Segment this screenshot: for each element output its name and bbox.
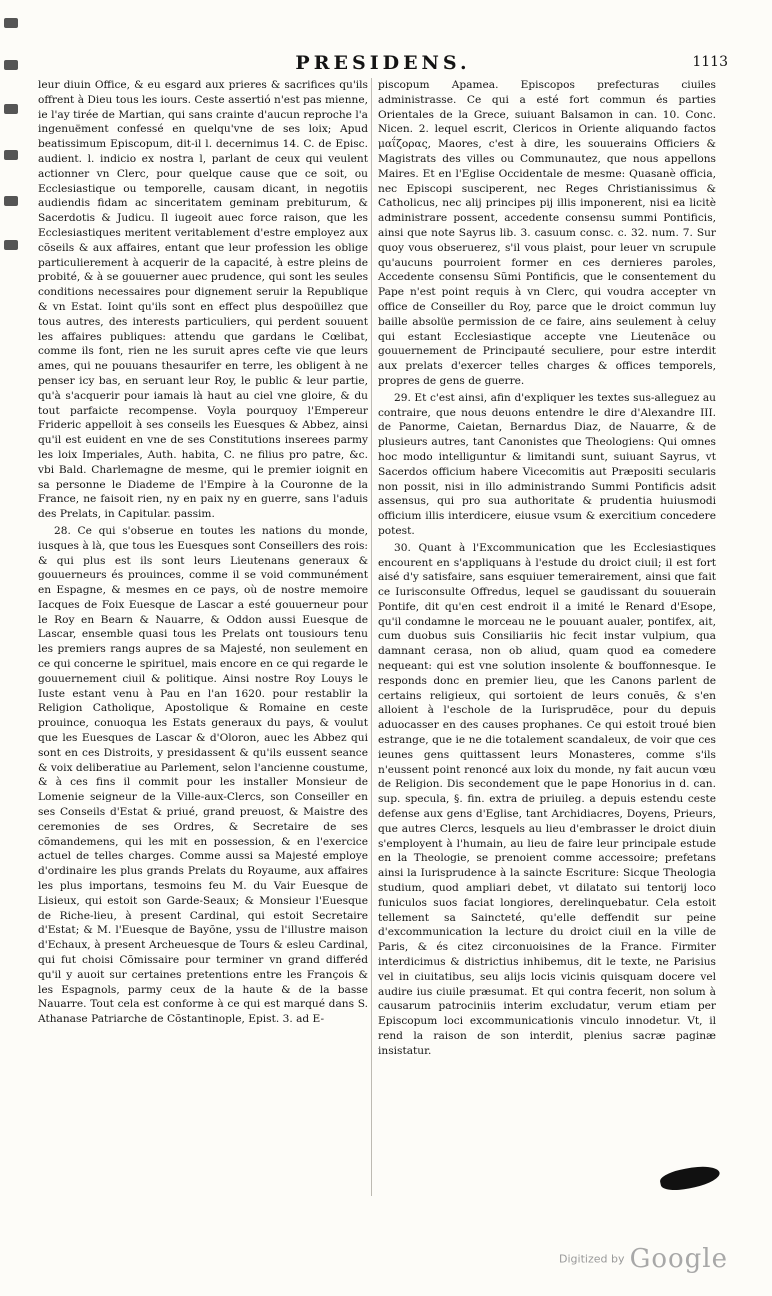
ink-mark (4, 104, 18, 114)
ink-mark (4, 18, 18, 28)
page-number: 1113 (692, 54, 728, 70)
digitization-watermark (559, 1244, 728, 1274)
paragraph-30: 30. Quant à l'Excommunication que les Ecclesiastiques encourent en s'appliquans à l'estude du droict ciuil; il est fort aisé d'y satisfaire, sans esquiuer temerairement, ainsi que fait ce Iurisconsulte Offredus, lequel se gaudissant du souuerain Pontife, dit qu'en cest endroit il a imité le Renard d'Esope, qu'il condamne le morceau ne le pouuant aualer, pontifex, ait, cum duobus suis Consiliariis hic fecit instar vulpium, qua damnant cerasa, non ob aliud, quam quod ea comedere nequeant: qui est vne solution insolente & bouffonnesque. Ie responds donc en premier lieu, que les Canons parlent de certains religieux, qui sortoient de leurs conuẽs, & s'en alloient à l'eschole de la Iurisprudẽce, pour du depuis aduocasser en des causes prophanes. Ce qui estoit troué bien estrange, que ie ne die totalement scandaleux, de voir que ces ieunes gens quittassent leurs Monasteres, comme s'ils n'eussent point renoncé aux loix du monde, ny fait aucun vœu de Religion. Dis secondement que le pape Honorius in d. can. sup. specula, §. fin. extra de priuileg. a depuis estendu ceste defense aux gens d'Eglise, tant Archidiacres, Doyens, Prieurs, que autres Clercs, lesquels au lieu d'embrasser le droict diuin s'employent à l'humain, au lieu de faire leur principale estude en la Theologie, se prenoient comme accessoire; prefetans ainsi la Iurisprudence à la saincte Escriture: Sicque Theologia studium, quod ampliari debet, vt dilatato sui tentorij loco funiculos suos faciat longiores, derelinquebatur. Cela estoit tellement sa Saincteté, qu'elle deffendit sur peine d'excommunication la lecture du droict ciuil en la ville de Paris, & és citez circonuoisines de la France. Firmiter interdicimus & districtius inhibemus, dit le texte, ne Parisius vel in ciuitatibus, seu alijs locis vicinis quisquam docere vel audire ius ciuile præsumat. Et qui contra fecerit, non solum à causarum patrociniis interim excludatur, verum etiam per Episcopum loci excommunicationis vinculo innodetur. Vt, il rend la raison de son interdit, plenius sacræ paginæ insistatur. (378, 541, 716, 1057)
running-header (38, 52, 728, 78)
paragraph: piscopum Apamea. Episcopos prefecturas ciuiles administrasse. Ce qui a esté fort commun és parties Orientales de la Grece, suiuant Balsamon in can. 10. Conc. Nicen. 2. lequel escrit, Clericos in Oriente aliquando factos μαΐζορας, Maores, c'est à dire, les souuerains Officiers & Magistrats des villes ou Communautez, que nous appellons Maires. Et en l'Eglise Occidentale de mesme: Quasanè officia, nec Episcopi susciperent, nec Reges Christianissimus & Catholicus, nec alij principes pij illis imponerent, nisi ea licitè administrare possent, accedente consensu summi Pontificis, ainsi que note Sayrus lib. 3. casuum consc. c. 32. num. 7. Sur quoy vous obseruerez, s'il vous plaist, pour leuer vn scrupule qu'aucuns pourroient former en ces dernieres paroles, Accedente consensu Sũmi Pontificis, que le consentement du Pape n'est point requis à vn Clerc, qui voudra accepter vn office de Conseiller du Roy, parce que le droict commun luy baille absolüe permission de ce faire, ains seulement à celuy qui estant Ecclesiastique accepte vne Lieutenãce ou gouuernement de Principauté seculiere, pour estre interdit aux prelats d'exercer telles charges & offices temporels, propres de gens de guerre. (378, 79, 716, 387)
margin-ink-marks (0, 0, 24, 300)
ink-mark (4, 196, 18, 206)
paragraph: leur diuin Office, & eu esgard aux prieres & sacrifices qu'ils offrent à Dieu tous les iours. Ceste assertió n'est pas mienne, ie l'ay tirée de Martian, qui sans crainte d'aucun reproche l'a ingenuëment confessé en quelqu'vne de ses loix; Apud beatissimum Episcopum, dit-il l. decernimus 14. C. de Episc. audient. l. indicio ex nostra l, parlant de ceux qui veulent actionner vn Clerc, pour quelque cause que ce soit, ou Ecclesiastique ou temporelle, causam dicant, in negotiis audiendis fidam ac sinceritatem geminam prebiturum, & Sacerdotis & Judicu. Il iugeoit auec force raison, que les Ecclesiastiques meritent veritablement d'estre employez aux cõseils & aux affaires, entant que leur profession les oblige particulierement à acquerir de la capacité, à estre pleins de probité, & à se gouuerner auec prudence, qui sont les seules conditions necessaires pour dignement seruir la Republique & vn Estat. Ioint qu'ils sont en effect plus despoüillez que tous autres, des interests particuliers, qui perdent souuent les affaires publiques: attendu que gardans le Cœlibat, comme ils font, rien ne les suruit apres cefte vie que leurs ames, qui ne pouuans thesaurifer en terre, les obligent à ne penser icy bas, en seruant leur Roy, le public & leur partie, qu'à s'acquerir pour iamais là haut au ciel vne gloire, & du tout parfaicte recompense. Voyla pourquoy l'Empereur Frideric appelloit à ses conseils les Euesques & Abbez, ainsi qu'il est euident en vne de ses Constitutions inserees parmy les loix Imperiales, Auth. habita, C. ne filius pro patre, &c. vbi Bald. Charlemagne de mesme, qui le premier ioignit en sa personne le Diademe de l'Empire à la Couronne de la France, ne faisoit rien, ny en paix ny en guerre, sans l'aduis des Prelats, in Capitular. passim. (38, 79, 368, 521)
ink-mark (4, 150, 18, 160)
left-column (38, 78, 368, 1208)
paragraph-28: 28. Ce qui s'obserue en toutes les nations du monde, iusques à là, que tous les Euesques sont Conseillers des rois: & qui plus est ils sont leurs Lieutenans generaux & gouuerneurs és prouinces, comme il se void communément en Espagne, & mesmes en ce pays, où de nostre memoire Iacques de Foix Euesque de Lascar a esté gouuerneur pour le Roy en Bearn & Nauarre, & Oddon aussi Euesque de Lascar, ensemble quasi tous les Prelats ont tousiours tenu les premiers rangs aupres de sa Majesté, non seulement en ce qui concerne le spirituel, mais encore en ce qui regarde le gouuernement ciuil & politique. Ainsi nostre Roy Louys le Iuste estant venu à Pau en l'an 1620. pour restablir la Religion Catholique, Apostolique & Romaine en ceste prouince, conuoqua les Estats generaux du pays, & voulut que les Euesques de Lascar & d'Oloron, auec les Abbez qui sont en ces Distroits, y presidassent & qu'ils eussent seance & voix deliberatiue au Parlement, selon l'ancienne coustume, & à ces fins il commit pour les installer Monsieur de Lomenie seigneur de la Ville-aux-Clercs, son Conseiller en ses Conseils d'Estat & priué, grand preuost, & Maistre des ceremonies de ses Ordres, & Secretaire de ses cõmandemens, qui les mit en possession, & en l'exercice actuel de telles charges. Comme aussi sa Majesté employe d'ordinaire les plus grands Prelats du Royaume, aux affaires les plus importans, tesmoins feu M. du Vair Euesque de Lisieux, qui estoit son Garde-Seaux; & Monsieur l'Euesque de Riche-lieu, à present Cardinal, qui estoit Secretaire d'Estat; & M. l'Euesque de Bayõne, yssu de l'illustre maison d'Echaux, à present Archeuesque de Tours & esleu Cardinal, qui fut choisi Cõmissaire pour terminer vn grand differéd qu'il y auoit sur certaines pretentions entre les François & les Espagnols, parmy ceux de la haute & de la basse Nauarre. Tout cela est conforme à ce qui est marqué dans S. Athanase Patriarche de Cõstantinople, Epist. 3. ad E- (38, 524, 368, 1026)
ink-mark (4, 60, 18, 70)
running-title: PRESIDENS. (295, 52, 471, 74)
google-logo: Google (629, 1244, 728, 1274)
ink-mark (4, 240, 18, 250)
paragraph-29: 29. Et c'est ainsi, afin d'expliquer les textes sus-alleguez au contraire, que nous deuons entendre le dire d'Alexandre III. de Panorme, Caietan, Bernardus Diaz, de Nauarre, & de plusieurs autres, tant Canonistes que Theologiens: Qui omnes hoc modo intelliguntur & limitandi sunt, suiuant Sayrus, vt Sacerdos officium habere Vicecomitis aut Præpositi secularis non possit, nisi in illo administrando Summi Pontificis adsit assensus, qui pro sua authoritate & prudentia huiusmodi officium illis interdicere, eiusue vsum & exercitium concedere potest. (378, 391, 716, 537)
column-divider (371, 78, 372, 1196)
right-column (378, 78, 716, 1208)
digitized-label: Digitized by (559, 1252, 625, 1266)
